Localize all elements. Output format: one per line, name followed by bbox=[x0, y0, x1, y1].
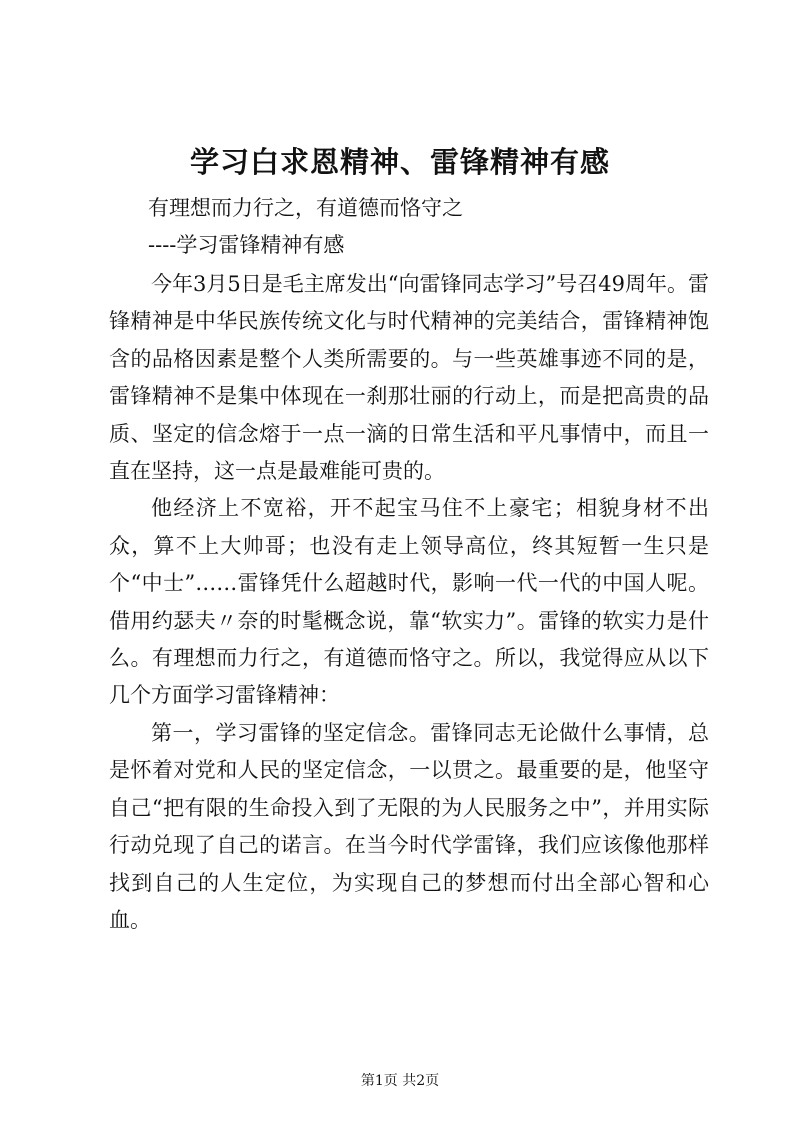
document-subtitle: 有理想而力行之，有道德而恪守之 bbox=[148, 196, 463, 220]
document-body bbox=[109, 266, 709, 939]
body-paragraph: 今年3月5日是毛主席发出“向雷锋同志学习”号召49周年。雷锋精神是中华民族传统文化与时代精神的完美结合，雷锋精神饱含的品格因素是整个人类所需要的。与一些英雄事迹不同的是，雷锋精神不是集中体现在一刹那壮丽的行动上，而是把高贵的品质、坚定的信念熔于一点一滴的日常生活和平凡事情中，而且一直在坚持，这一点是最难能可贵的。 bbox=[109, 272, 709, 484]
body-paragraph: 他经济上不宽裕，开不起宝马住不上豪宅；相貌身材不出众，算不上大帅哥；也没有走上领导高位，终其短暂一生只是个“中士”……雷锋凭什么超越时代，影响一代一代的中国人呢。借用约瑟夫〃奈的时髦概念说，靠“软实力”。雷锋的软实力是什么。有理想而力行之，有道德而恪守之。所以，我觉得应从以下几个方面学习雷锋精神： bbox=[109, 496, 709, 708]
body-paragraph: 第一，学习雷锋的坚定信念。雷锋同志无论做什么事情，总是怀着对党和人民的坚定信念，一以贯之。最重要的是，他坚守自己“把有限的生命投入到了无限的为人民服务之中”，并用实际行动兑现了自己的诺言。在当今时代学雷锋，我们应该像他那样找到自己的人生定位，为实现自己的梦想而付出全部心智和心血。 bbox=[109, 720, 709, 932]
document-title: 学习白求恩精神、雷锋精神有感 bbox=[189, 145, 610, 179]
document-subtitle-source: ----学习雷锋精神有感 bbox=[148, 233, 345, 257]
page-footer: 第1页 共2页 bbox=[360, 1073, 440, 1089]
